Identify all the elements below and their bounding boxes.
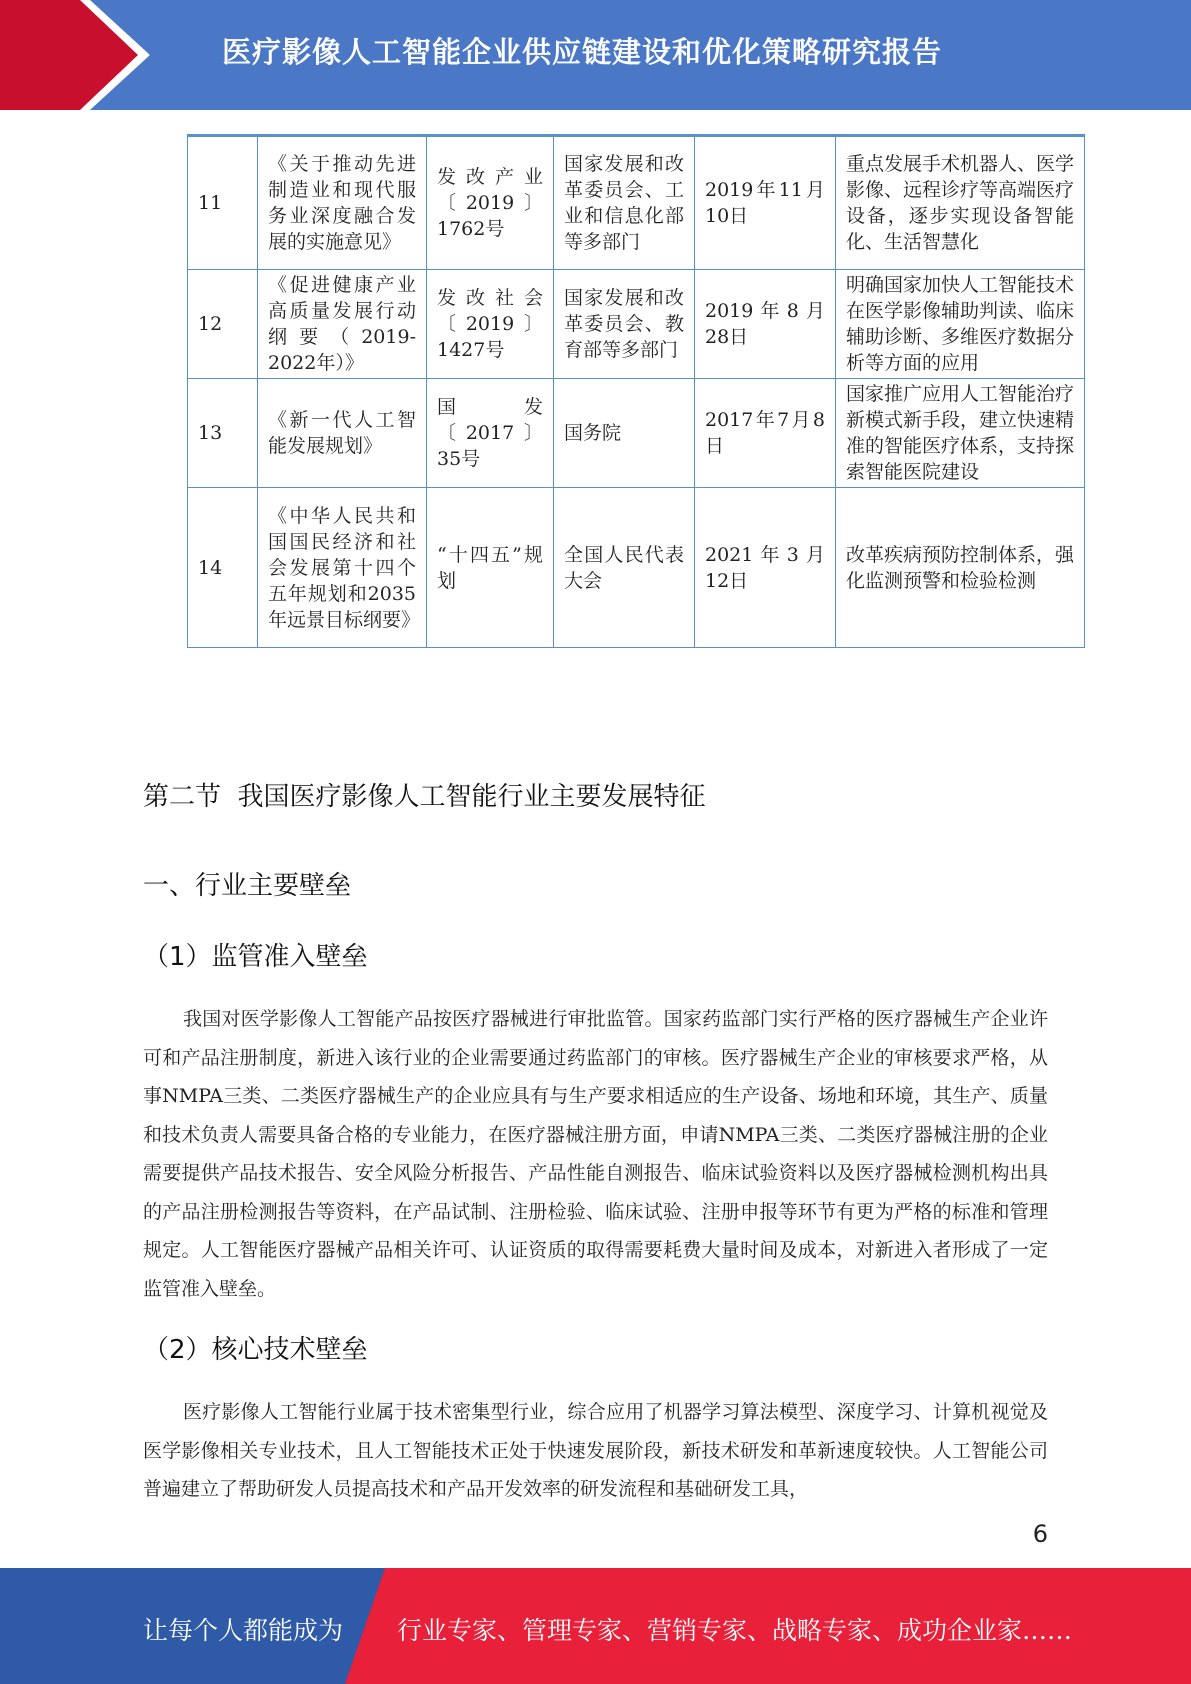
- footer-slogan-right: 行业专家、管理专家、营销专家、战略专家、成功企业家……: [397, 1616, 1073, 1645]
- table-row: [188, 379, 1085, 488]
- issue-date: 2019年11月10日: [695, 136, 836, 270]
- subheading-technology-barrier: （2）核心技术壁垒: [143, 1335, 368, 1365]
- policy-content: 改革疾病预防控制体系，强化监测预警和检验检测: [836, 488, 1085, 648]
- footer-slogan-left: 让每个人都能成为: [143, 1616, 344, 1645]
- policy-name: 《中华人民共和国国民经济和社会发展第十四个五年规划和2035年远景目标纲要》: [258, 488, 427, 648]
- policy-content: 重点发展手术机器人、医学影像、远程诊疗等高端医疗设备，逐步实现设备智能化、生活智慧化: [836, 136, 1085, 270]
- row-number: 14: [188, 488, 258, 648]
- row-number: 13: [188, 379, 258, 488]
- row-number: 12: [188, 270, 258, 379]
- table-row: [188, 270, 1085, 379]
- issue-date: 2017年7月8日: [695, 379, 836, 488]
- page-number: 6: [1032, 1520, 1048, 1548]
- issuing-authority: 国务院: [554, 379, 695, 488]
- report-title: 医疗影像人工智能企业供应链建设和优化策略研究报告: [222, 35, 943, 69]
- document-number: 发改社会〔2019〕1427号: [427, 270, 554, 379]
- issue-date: 2021年3月12日: [695, 488, 836, 648]
- document-number: “十四五”规划: [427, 488, 554, 648]
- paragraph-regulatory-barrier: 我国对医学影像人工智能产品按医疗器械进行审批监管。国家药监部门实行严格的医疗器械生产企业许可和产品注册制度，新进入该行业的企业需要通过药监部门的审核。医疗器械生产企业的审核要求严格，从事NMPA三类、二类医疗器械生产的企业应具有与生产要求相适应的生产设备、场地和环境，其生产、质量和技术负责人需要具备合格的专业能力，在医疗器械注册方面，申请NMPA三类、二类医疗器械注册的企业需要提供产品技术报告、安全风险分析报告、产品性能自测报告、临床试验资料以及医疗器械检测机构出具的产品注册检测报告等资料，在产品试制、注册检验、临床试验、注册申报等环节有更为严格的标准和管理规定。人工智能医疗器械产品相关许可、认证资质的取得需要耗费大量时间及成本，对新进入者形成了一定监管准入壁垒。: [143, 1008, 1048, 1300]
- footer-banner: [0, 1568, 1191, 1684]
- paragraph-technology-barrier: 医疗影像人工智能行业属于技术密集型行业，综合应用了机器学习算法模型、深度学习、计算机视觉及医学影像相关专业技术，且人工智能技术正处于快速发展阶段，新技术研发和革新速度较快。人工智能公司普遍建立了帮助研发人员提高技术和产品开发效率的研发流程和基础研发工具，: [143, 1401, 1048, 1500]
- issue-date: 2019年8月28日: [695, 270, 836, 379]
- policy-name: 《促进健康产业高质量发展行动纲要（2019-2022年）》: [258, 270, 427, 379]
- table-row: [188, 136, 1085, 270]
- red-arrow-decoration: [0, 0, 150, 110]
- policy-name: 《新一代人工智能发展规划》: [258, 379, 427, 488]
- heading-barriers: 一、行业主要壁垒: [143, 871, 352, 901]
- policy-table: [187, 134, 1085, 648]
- issuing-authority: 全国人民代表大会: [554, 488, 695, 648]
- issuing-authority: 国家发展和改革委员会、教育部等多部门: [554, 270, 695, 379]
- policy-name: 《关于推动先进制造业和现代服务业深度融合发展的实施意见》: [258, 136, 427, 270]
- header-banner: [0, 0, 1191, 110]
- table-row: [188, 488, 1085, 648]
- document-number: 国发〔2017〕35号: [427, 379, 554, 488]
- policy-content: 明确国家加快人工智能技术在医学影像辅助判读、临床辅助诊断、多维医疗数据分析等方面的应用: [836, 270, 1085, 379]
- issuing-authority: 国家发展和改革委员会、工业和信息化部等多部门: [554, 136, 695, 270]
- policy-content: 国家推广应用人工智能治疗新模式新手段，建立快速精准的智能医疗体系，支持探索智能医院建设: [836, 379, 1085, 488]
- row-number: 11: [188, 136, 258, 270]
- section-title: 第二节 我国医疗影像人工智能行业主要发展特征: [143, 782, 706, 812]
- document-number: 发改产业〔2019〕1762号: [427, 136, 554, 270]
- subheading-regulatory-barrier: （1）监管准入壁垒: [143, 942, 368, 972]
